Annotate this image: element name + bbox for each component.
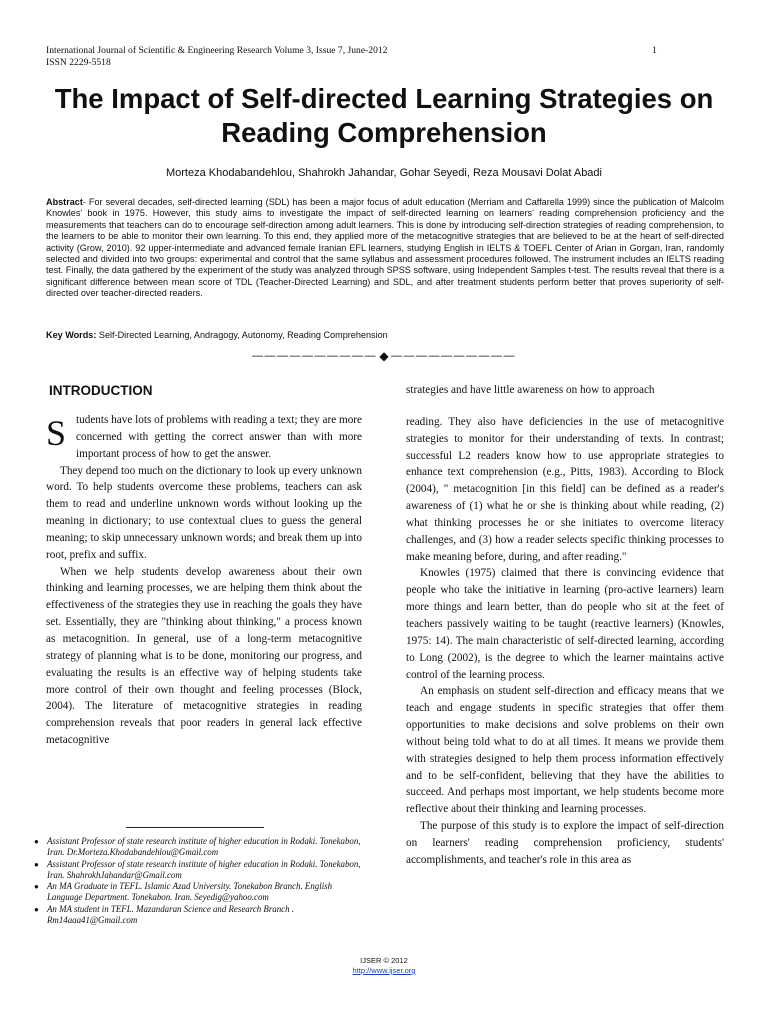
introduction-heading: INTRODUCTION: [49, 383, 153, 398]
first-paragraph-text: tudents have lots of problems with reading a text; they are more concerned with getting the correct answer than with more important process of how to get the answer.: [76, 414, 362, 460]
journal-header: [46, 45, 666, 68]
footnote-item: [34, 904, 364, 927]
issn: ISSN 2229-5518: [46, 56, 111, 68]
footnote-item: [34, 836, 364, 859]
paragraph: When we help students develop awareness about their own thinking and learning processes, we are helping them think about the effectiveness of the strategies they use in reaching the goals they have set. Essentially, they are "thinking about thinking," a process known as metacognition. In general, use of a long-term metacognitive strategy of planning what is to be done, monitoring our progress, and evaluating the results is an effective way of helping students take more control of their own thought and feeling processes (Block, 2004). The literature of metacognitive strategies in reading comprehension reveals that poor readers in general lack effective metacognitive: [46, 565, 362, 747]
footnote-text: An MA Graduate in TEFL. Islamic Azad University. Tonekabon Branch. English Language Department. Tonekabon. Iran. Seyedig@yahoo.com: [47, 881, 333, 903]
abstract: [46, 197, 724, 300]
journal-line: International Journal of Scientific & Engineering Research Volume 3, Issue 7, June-2012: [46, 45, 388, 56]
author-footnotes: [34, 836, 364, 926]
keywords: [46, 330, 724, 340]
authors: Morteza Khodabandehlou, Shahrokh Jahandar, Gohar Seyedi, Reza Mousavi Dolat Abadi: [165, 167, 602, 179]
separator-right-dashes: ——————————: [390, 350, 516, 362]
journal-url-link[interactable]: http://www.ijser.org: [352, 966, 416, 975]
drop-cap: S: [46, 413, 67, 453]
footnote-item: [34, 859, 364, 882]
footnote-item: [34, 881, 364, 904]
paragraph: reading. They also have deficiencies in the use of metacognitive strategies to monitor for their understanding of texts. In contrast; successful L2 readers know how to use appropriate strategies to enhance text comprehension (e.g., Pitts, 1983). According to Block (2004), " metacognition [in this field] can be defined as a reader's awareness of (1) what he or she is thinking about while reading, (2) what thinking processes he or she initiates to overcome literacy challenges, and (3) how a reader selects specific thinking processes to make meaning before, during, and after reading.": [406, 415, 724, 563]
bullet-icon: ●: [34, 882, 39, 892]
page-number: 1: [652, 45, 657, 56]
right-column: [406, 382, 724, 869]
paragraph: An emphasis on student self-direction and efficacy means that we teach and engage students in specific strategies that offer them opportunities to make decisions and solve problems on their own without being told what to do at all times. It means we provide them with strategies designed to help them process information effectively and to be self-confident, believing that they have the abilities to succeed. And perhaps most important, we help students become more reflective about their thinking and learning processes.: [406, 685, 724, 816]
left-column: [46, 382, 362, 749]
keywords-text: Self-Directed Learning, Andragogy, Autonomy, Reading Comprehension: [96, 330, 388, 340]
abstract-label: Abstract: [46, 197, 83, 207]
footnote-text: An MA student in TEFL. Mazandaran Science and Research Branch . Rm14aaa41@Gmail.com: [47, 903, 294, 926]
footnote-text: Assistant Professor of state research institute of higher education in Rodaki. Tonekabon, Iran. Dr.Morteza.Khodabandehlou@Gmail.com: [47, 836, 361, 858]
abstract-text: - For several decades, self-directed learning (SDL) has been a major focus of adult education (Merriam and Caffarella 1999) since the publication of Malcolm Knowles' book in 1975. However, this study aims to investigate the impact of self-directed learning on learners' reading comprehension proficiency and the measurements that teachers can do to encourage self-direction among adult learners. This is done by introducing self-direction strategies of reading comprehension, to the learners to be able to monitor their own learning. To this end, they applied more of the metacognitive strategies that are believed to be at the heart of self-directed activity (Grow, 2010). 92 upper-intermediate and advanced female Iranian EFL learners, studying English in IELTS & TOEFL Center of Arian in Gorgan, Iran, randomly selected and divided into two groups: experimental and control that the same syllabus and assessment procedures followed. The instrument includes an IELTS reading test. Finally, the data gathered by the experiment of the study was analyzed through SPSS software, using Independent Samples t-test. The results reveal that there is a significant difference between mean score of TDL (Teacher-Directed Learning) and SDL, and after treatment students perform better that proves superiority of self-directed over teacher-directed readers.: [46, 197, 724, 299]
separator-left-dashes: ——————————: [252, 350, 377, 362]
footnote-divider: [126, 827, 264, 828]
paper-title: The Impact of Self-directed Learning Strategies on Reading Comprehension: [54, 83, 714, 148]
page-footer: [284, 956, 484, 976]
diamond-icon: ◆: [379, 349, 389, 363]
section-separator: [252, 349, 516, 363]
first-paragraph: [46, 412, 362, 463]
bullet-icon: ●: [34, 859, 39, 869]
keywords-label: Key Words:: [46, 330, 97, 340]
paragraph: They depend too much on the dictionary to look up every unknown word. To help students overcome these problems, teachers can ask them to read and underline unknown words without looking up the meaning in dictionary; to use contextual clues to guess the general meaning; to skip unnecessary unknown words; and break them up into root, prefix and suffix.: [46, 464, 362, 561]
paragraph: Knowles (1975) claimed that there is convincing evidence that people who take the initiative in learning (pro-active learners) learn more things and learn better, than do people who sit at the feet of teachers passively waiting to be taught (reactive learners) (Knowles, 1975: 14). The main characteristic of self-directed learning, according to Long (2002), is the degree to which the learner maintains active control of the learning process.: [406, 567, 724, 681]
footer-copyright: IJSER © 2012: [360, 956, 408, 965]
bullet-icon: ●: [34, 837, 39, 846]
paragraph: The purpose of this study is to explore the impact of self-direction on learners' reading comprehension proficiency, students' accomplishments, and teacher's role in this area as: [406, 820, 724, 866]
paragraph-continued: strategies and have little awareness on how to approach: [406, 384, 655, 396]
bullet-icon: ●: [34, 904, 39, 914]
footnote-text: Assistant Professor of state research institute of higher education in Rodaki. Tonekabon, Iran. ShahrokhJahandar@Gmail.com: [47, 858, 361, 880]
